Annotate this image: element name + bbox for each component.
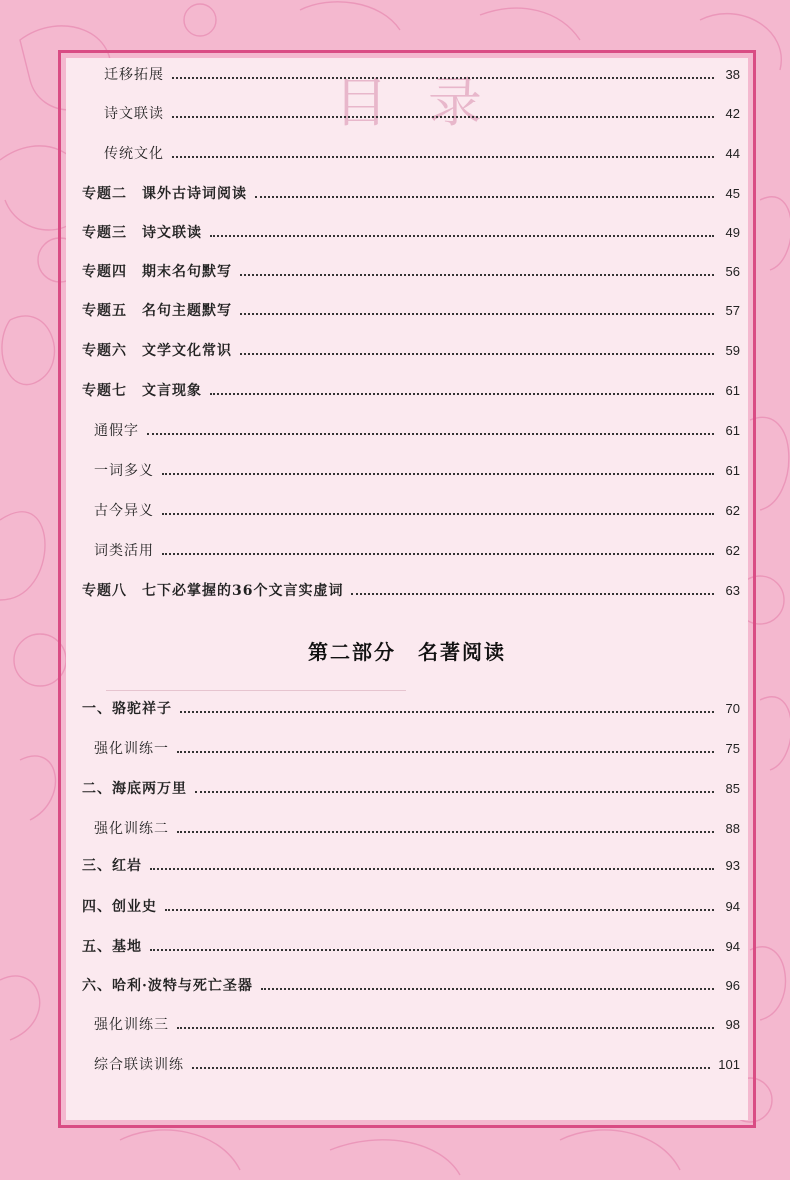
leader-dots [162,473,714,475]
show-through-title: 目录 [334,71,522,134]
part-two-heading: 第二部分 名著阅读 [308,640,506,664]
toc-entry-page: 98 [725,1016,740,1032]
leader-dots [351,593,714,595]
toc-entry-label: 古今异义 [94,503,154,519]
toc-entry-label: 强化训练三 [94,1017,169,1033]
toc-entry-page: 57 [725,302,740,318]
toc-entry-page: 44 [725,145,740,161]
leader-dots [177,1027,714,1029]
leader-dots [162,513,714,515]
toc-entry[interactable] [82,378,740,402]
toc-entry-label: 诗文联读 [104,106,164,122]
toc-entry-page: 61 [725,422,740,438]
toc-entry[interactable] [94,736,740,760]
toc-entry-page: 93 [725,857,740,873]
leader-dots [172,156,714,158]
toc-entry-page: 94 [725,898,740,914]
toc-entry[interactable] [104,101,740,125]
leader-dots [255,196,714,198]
toc-entry-label: 专题六 文学文化常识 [82,343,232,359]
toc-entry-label: 传统文化 [104,146,164,162]
toc-entry[interactable] [82,338,740,362]
leader-dots [147,433,714,435]
toc-entry-page: 94 [725,938,740,954]
toc-entry-label: 专题四 期末名句默写 [82,264,232,280]
toc-entry-page: 56 [725,263,740,279]
leader-dots [240,353,714,355]
toc-entry-page: 85 [725,780,740,796]
toc-entry[interactable] [104,62,740,86]
toc-entry-label: 二、海底两万里 [82,781,187,797]
toc-entry[interactable] [94,418,740,442]
leader-dots [177,831,714,833]
toc-entry[interactable] [82,853,740,877]
toc-entry-label: 一、骆驼祥子 [82,701,172,717]
toc-entry-label: 一词多义 [94,463,154,479]
leader-dots [240,313,714,315]
leader-dots [210,235,714,237]
toc-entry-label: 四、创业史 [82,899,157,915]
toc-entry-label: 三、红岩 [82,858,142,874]
toc-entry-label: 专题二 课外古诗词阅读 [82,186,247,202]
leader-dots [162,553,714,555]
leader-dots [150,949,714,951]
toc-entry-page: 62 [725,542,740,558]
toc-entry-page: 75 [725,740,740,756]
toc-entry[interactable] [82,578,740,602]
toc-entry-page: 45 [725,185,740,201]
toc-entry-label: 强化训练一 [94,741,169,757]
leader-dots [180,711,714,713]
toc-entry-page: 101 [718,1056,740,1072]
toc-entry-label: 词类活用 [94,543,154,559]
leader-dots [177,751,714,753]
leader-dots [195,791,714,793]
toc-entry-page: 61 [725,462,740,478]
toc-entry-page: 88 [725,820,740,836]
toc-entry-label: 迁移拓展 [104,67,164,83]
toc-entry-label: 综合联读训练 [94,1057,184,1073]
toc-entry[interactable] [94,1052,740,1076]
toc-entry-page: 63 [725,582,740,598]
leader-dots [261,988,714,990]
toc-entry[interactable] [82,973,740,997]
toc-entry-page: 38 [725,66,740,82]
toc-entry-page: 61 [725,382,740,398]
toc-entry[interactable] [94,498,740,522]
toc-entry[interactable] [82,776,740,800]
toc-entry[interactable] [82,220,740,244]
toc-entry-label: 六、哈利·波特与死亡圣器 [82,978,253,994]
toc-entry-label: 强化训练二 [94,821,169,837]
toc-list [66,58,748,1120]
toc-entry-label: 专题七 文言现象 [82,383,202,399]
toc-entry[interactable] [82,181,740,205]
toc-entry-page: 42 [725,105,740,121]
toc-entry[interactable] [82,696,740,720]
toc-entry-page: 96 [725,977,740,993]
toc-entry[interactable] [82,894,740,918]
leader-dots [172,116,714,118]
toc-entry-label: 专题三 诗文联读 [82,225,202,241]
toc-entry[interactable] [94,816,740,840]
toc-entry-page: 62 [725,502,740,518]
toc-entry-label: 通假字 [94,423,139,439]
toc-entry-page: 59 [725,342,740,358]
toc-entry[interactable] [82,298,740,322]
toc-page [66,58,748,1120]
toc-entry-label: 专题八 七下必掌握的36个文言实虚词 [82,583,344,599]
leader-dots [165,909,714,911]
leader-dots [240,274,714,276]
toc-entry-page: 70 [725,700,740,716]
leader-dots [172,77,714,79]
toc-entry[interactable] [94,458,740,482]
toc-entry-label: 五、基地 [82,939,142,955]
toc-entry[interactable] [104,141,740,165]
toc-entry[interactable] [94,538,740,562]
leader-dots [210,393,714,395]
leader-dots [192,1067,710,1069]
leader-dots [150,868,714,870]
toc-entry-label: 专题五 名句主题默写 [82,303,232,319]
toc-entry[interactable] [82,259,740,283]
toc-entry[interactable] [94,1012,740,1036]
toc-entry-page: 49 [725,224,740,240]
toc-entry[interactable] [82,934,740,958]
